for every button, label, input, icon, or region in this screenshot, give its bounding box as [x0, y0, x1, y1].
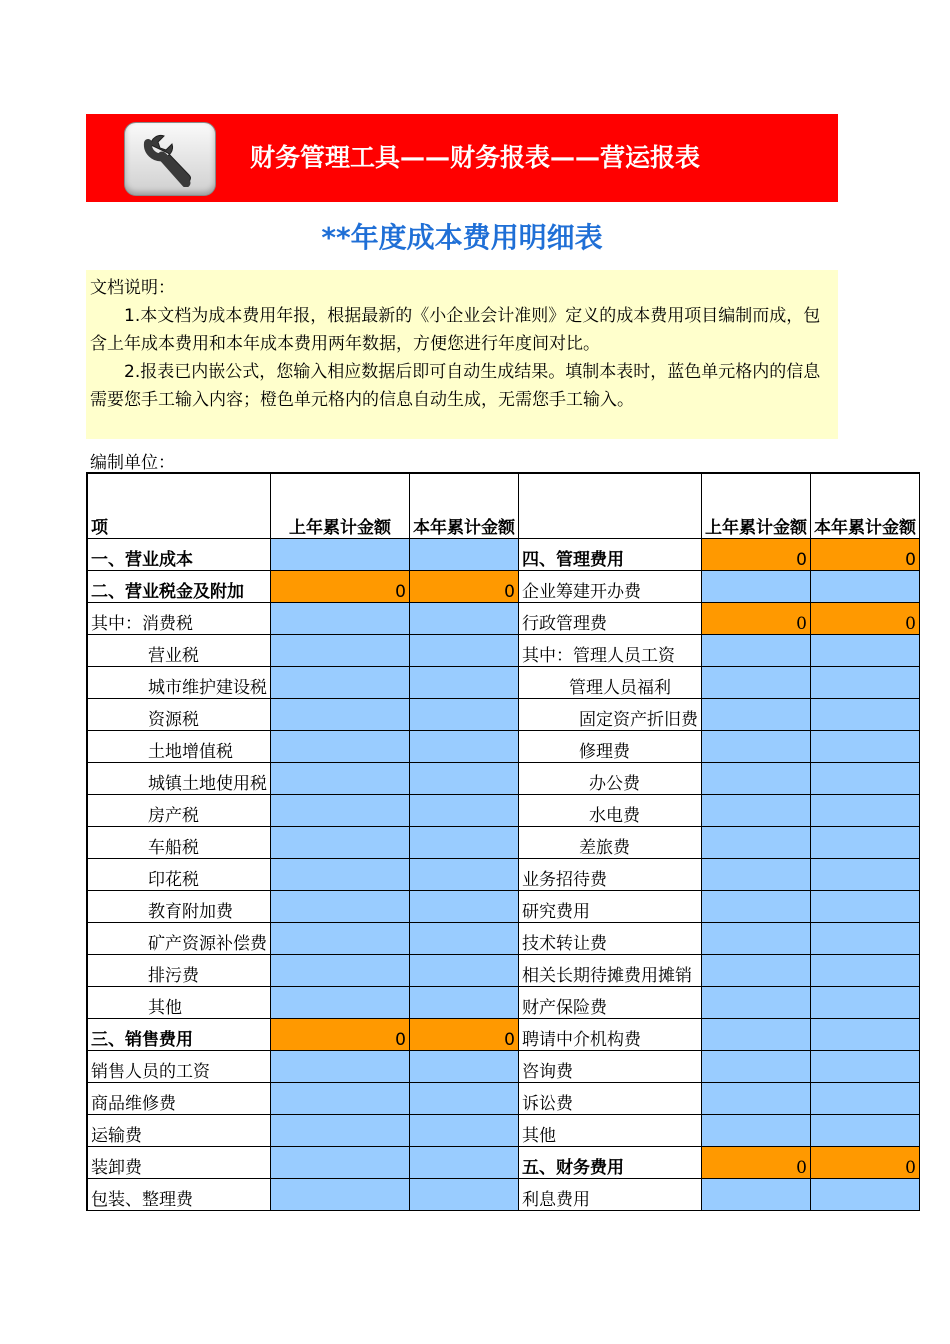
- right-item-label: 业务招待费: [519, 859, 702, 891]
- right-prev-year-cell[interactable]: [702, 827, 811, 859]
- banner-title: 财务管理工具——财务报表——营运报表: [250, 143, 701, 172]
- right-prev-year-cell[interactable]: [702, 923, 811, 955]
- left-current-year-cell[interactable]: [410, 859, 519, 891]
- left-current-year-cell[interactable]: [410, 795, 519, 827]
- table-row: [87, 795, 920, 827]
- header-left-item: 项: [87, 473, 271, 539]
- right-prev-year-cell[interactable]: [702, 731, 811, 763]
- left-current-year-cell[interactable]: [410, 635, 519, 667]
- right-current-year-cell[interactable]: [811, 955, 920, 987]
- right-item-label: 水电费: [519, 795, 702, 827]
- left-item-label: 矿产资源补偿费: [87, 923, 271, 955]
- table-row: [87, 539, 920, 571]
- left-item-label: 其他: [87, 987, 271, 1019]
- right-prev-year-cell: 0: [702, 539, 811, 571]
- right-prev-year-cell[interactable]: [702, 955, 811, 987]
- table-row: [87, 859, 920, 891]
- right-prev-year-cell[interactable]: [702, 1115, 811, 1147]
- right-item-label: 行政管理费: [519, 603, 702, 635]
- left-current-year-cell[interactable]: [410, 1147, 519, 1179]
- left-prev-year-cell[interactable]: [271, 1083, 410, 1115]
- right-current-year-cell[interactable]: [811, 1083, 920, 1115]
- left-prev-year-cell[interactable]: [271, 1179, 410, 1211]
- right-current-year-cell: 0: [811, 1147, 920, 1179]
- right-prev-year-cell[interactable]: [702, 763, 811, 795]
- left-prev-year-cell[interactable]: [271, 827, 410, 859]
- description-para-2: 2.报表已内嵌公式，您输入相应数据后即可自动生成结果。填制本表时，蓝色单元格内的信息需要您手工输入内容；橙色单元格内的信息自动生成，无需您手工输入。: [90, 362, 821, 410]
- left-item-label: 城镇土地使用税: [87, 763, 271, 795]
- right-item-label: 研究费用: [519, 891, 702, 923]
- left-current-year-cell[interactable]: [410, 539, 519, 571]
- right-prev-year-cell[interactable]: [702, 987, 811, 1019]
- right-current-year-cell[interactable]: [811, 667, 920, 699]
- left-current-year-cell[interactable]: [410, 603, 519, 635]
- right-current-year-cell[interactable]: [811, 699, 920, 731]
- table-row: [87, 1083, 920, 1115]
- left-prev-year-cell[interactable]: [271, 699, 410, 731]
- left-item-label: 一、营业成本: [87, 539, 271, 571]
- right-current-year-cell[interactable]: [811, 859, 920, 891]
- right-prev-year-cell[interactable]: [702, 571, 811, 603]
- right-current-year-cell: 0: [811, 539, 920, 571]
- table-row: [87, 603, 920, 635]
- left-item-label: 二、营业税金及附加: [87, 571, 271, 603]
- table-row: [87, 1115, 920, 1147]
- right-item-label: 五、财务费用: [519, 1147, 702, 1179]
- description-heading: 文档说明：: [90, 278, 175, 298]
- cost-detail-table: [86, 472, 920, 1211]
- right-item-label: 管理人员福利: [519, 667, 702, 699]
- right-current-year-cell[interactable]: [811, 731, 920, 763]
- table-row: [87, 571, 920, 603]
- unit-label: 编制单位：: [90, 453, 175, 473]
- right-current-year-cell[interactable]: [811, 635, 920, 667]
- left-item-label: 运输费: [87, 1115, 271, 1147]
- table-row: [87, 635, 920, 667]
- right-current-year-cell: 0: [811, 603, 920, 635]
- right-item-label: 固定资产折旧费: [519, 699, 702, 731]
- left-current-year-cell[interactable]: [410, 731, 519, 763]
- left-current-year-cell[interactable]: [410, 827, 519, 859]
- right-current-year-cell[interactable]: [811, 571, 920, 603]
- header-right-prev: 上年累计金额: [702, 473, 811, 539]
- header-left-prev: 上年累计金额: [271, 473, 410, 539]
- left-item-label: 其中：消费税: [87, 603, 271, 635]
- left-prev-year-cell[interactable]: [271, 923, 410, 955]
- left-current-year-cell[interactable]: [410, 987, 519, 1019]
- header-left-curr: 本年累计金额: [410, 473, 519, 539]
- right-item-label: 财产保险费: [519, 987, 702, 1019]
- table-row: [87, 987, 920, 1019]
- right-prev-year-cell[interactable]: [702, 859, 811, 891]
- table-row: [87, 923, 920, 955]
- right-prev-year-cell[interactable]: [702, 1179, 811, 1211]
- right-item-label: 聘请中介机构费: [519, 1019, 702, 1051]
- left-prev-year-cell[interactable]: [271, 859, 410, 891]
- left-item-label: 销售人员的工资: [87, 1051, 271, 1083]
- table-row: [87, 955, 920, 987]
- left-prev-year-cell[interactable]: [271, 667, 410, 699]
- right-prev-year-cell[interactable]: [702, 891, 811, 923]
- table-row: [87, 667, 920, 699]
- left-current-year-cell[interactable]: [410, 1083, 519, 1115]
- right-current-year-cell[interactable]: [811, 1051, 920, 1083]
- right-prev-year-cell[interactable]: [702, 1051, 811, 1083]
- left-current-year-cell[interactable]: [410, 955, 519, 987]
- right-item-label: 办公费: [519, 763, 702, 795]
- left-item-label: 装卸费: [87, 1147, 271, 1179]
- wrench-icon: [124, 122, 216, 196]
- right-prev-year-cell[interactable]: [702, 635, 811, 667]
- left-prev-year-cell[interactable]: [271, 891, 410, 923]
- left-current-year-cell[interactable]: [410, 1115, 519, 1147]
- left-prev-year-cell[interactable]: [271, 603, 410, 635]
- table-header-row: [87, 473, 920, 539]
- right-item-label: 技术转让费: [519, 923, 702, 955]
- left-current-year-cell: 0: [410, 571, 519, 603]
- table-row: [87, 1147, 920, 1179]
- left-item-label: 房产税: [87, 795, 271, 827]
- left-current-year-cell[interactable]: [410, 923, 519, 955]
- left-prev-year-cell[interactable]: [271, 763, 410, 795]
- left-prev-year-cell[interactable]: [271, 1115, 410, 1147]
- table-row: [87, 1179, 920, 1211]
- left-current-year-cell: 0: [410, 1019, 519, 1051]
- left-item-label: 商品维修费: [87, 1083, 271, 1115]
- report-title: **年度成本费用明细表: [321, 221, 603, 254]
- right-prev-year-cell[interactable]: [702, 699, 811, 731]
- left-item-label: 土地增值税: [87, 731, 271, 763]
- left-prev-year-cell[interactable]: [271, 731, 410, 763]
- right-current-year-cell[interactable]: [811, 1179, 920, 1211]
- left-item-label: 城市维护建设税: [87, 667, 271, 699]
- table-row: [87, 1019, 920, 1051]
- table-row: [87, 731, 920, 763]
- table-row: [87, 699, 920, 731]
- right-item-label: 差旅费: [519, 827, 702, 859]
- description-para-1: 1.本文档为成本费用年报，根据最新的《小企业会计准则》定义的成本费用项目编制而成，包含上年成本费用和本年成本费用两年数据，方便您进行年度间对比。: [90, 306, 821, 354]
- right-prev-year-cell: 0: [702, 603, 811, 635]
- left-prev-year-cell[interactable]: [271, 987, 410, 1019]
- right-item-label: 其中：管理人员工资: [519, 635, 702, 667]
- right-current-year-cell[interactable]: [811, 987, 920, 1019]
- left-prev-year-cell: 0: [271, 1019, 410, 1051]
- right-prev-year-cell[interactable]: [702, 1083, 811, 1115]
- right-item-label: 咨询费: [519, 1051, 702, 1083]
- left-current-year-cell[interactable]: [410, 1179, 519, 1211]
- left-item-label: 教育附加费: [87, 891, 271, 923]
- left-current-year-cell[interactable]: [410, 667, 519, 699]
- left-current-year-cell[interactable]: [410, 891, 519, 923]
- header-right-item: [519, 473, 702, 539]
- right-prev-year-cell[interactable]: [702, 795, 811, 827]
- left-current-year-cell[interactable]: [410, 1051, 519, 1083]
- left-prev-year-cell[interactable]: [271, 1051, 410, 1083]
- right-current-year-cell[interactable]: [811, 891, 920, 923]
- left-prev-year-cell[interactable]: [271, 1147, 410, 1179]
- right-item-label: 四、管理费用: [519, 539, 702, 571]
- left-prev-year-cell[interactable]: [271, 539, 410, 571]
- right-current-year-cell[interactable]: [811, 827, 920, 859]
- right-item-label: 修理费: [519, 731, 702, 763]
- left-current-year-cell[interactable]: [410, 763, 519, 795]
- left-prev-year-cell[interactable]: [271, 955, 410, 987]
- table-row: [87, 763, 920, 795]
- right-item-label: 诉讼费: [519, 1083, 702, 1115]
- right-current-year-cell[interactable]: [811, 923, 920, 955]
- table-row: [87, 1051, 920, 1083]
- right-current-year-cell[interactable]: [811, 1019, 920, 1051]
- left-item-label: 排污费: [87, 955, 271, 987]
- left-item-label: 三、销售费用: [87, 1019, 271, 1051]
- left-item-label: 资源税: [87, 699, 271, 731]
- right-item-label: 相关长期待摊费用摊销: [519, 955, 702, 987]
- document-description: [86, 270, 838, 439]
- right-prev-year-cell[interactable]: [702, 1019, 811, 1051]
- header-right-curr: 本年累计金额: [811, 473, 920, 539]
- right-prev-year-cell: 0: [702, 1147, 811, 1179]
- left-prev-year-cell[interactable]: [271, 795, 410, 827]
- right-current-year-cell[interactable]: [811, 1115, 920, 1147]
- right-item-label: 企业筹建开办费: [519, 571, 702, 603]
- left-item-label: 营业税: [87, 635, 271, 667]
- left-prev-year-cell[interactable]: [271, 635, 410, 667]
- table-row: [87, 827, 920, 859]
- right-item-label: 其他: [519, 1115, 702, 1147]
- left-item-label: 车船税: [87, 827, 271, 859]
- left-item-label: 印花税: [87, 859, 271, 891]
- right-prev-year-cell[interactable]: [702, 667, 811, 699]
- left-item-label: 包装、整理费: [87, 1179, 271, 1211]
- left-current-year-cell[interactable]: [410, 699, 519, 731]
- right-current-year-cell[interactable]: [811, 763, 920, 795]
- left-prev-year-cell: 0: [271, 571, 410, 603]
- table-row: [87, 891, 920, 923]
- right-current-year-cell[interactable]: [811, 795, 920, 827]
- header-banner: [86, 114, 838, 202]
- right-item-label: 利息费用: [519, 1179, 702, 1211]
